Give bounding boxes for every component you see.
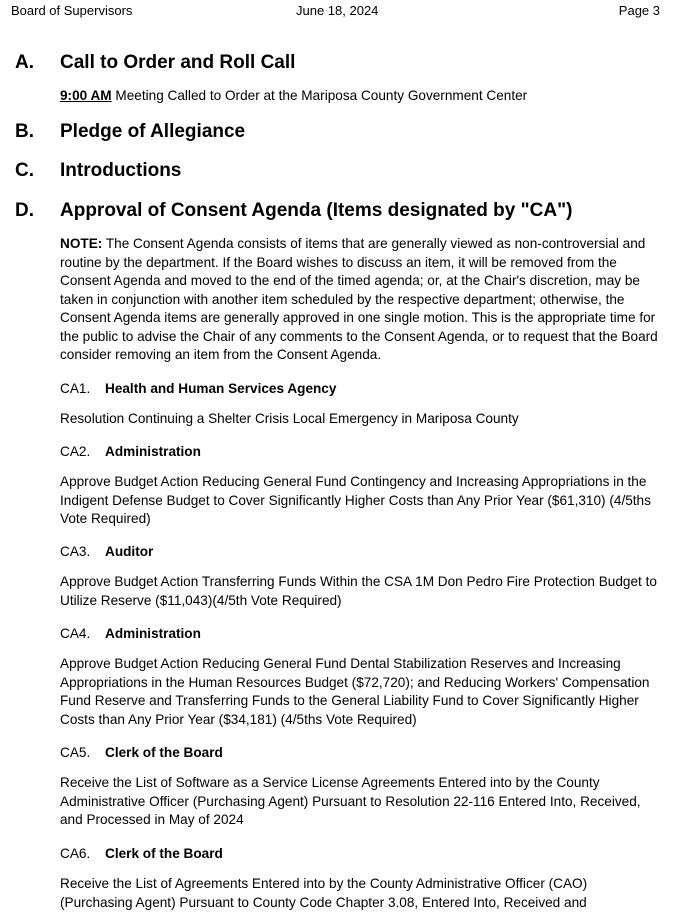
consent-item-number: CA1. xyxy=(60,381,91,396)
section-letter: D. xyxy=(15,200,34,221)
page-header xyxy=(11,2,660,20)
header-page-number: Page 3 xyxy=(618,3,660,18)
section-letter: C. xyxy=(15,160,34,181)
consent-item-heading xyxy=(60,380,336,398)
note-label: NOTE: xyxy=(60,236,103,251)
consent-item-description: Receive the List of Software as a Service License Agreements Entered into by the County Administrative Officer (Purchasing Agent) Pursuant to Resolution 22-116 Entered Into, Received, and Processed in May of 2024 xyxy=(60,775,641,827)
consent-item-description: Approve Budget Action Reducing General Fund Dental Stabilization Reserves and Increasing Appropriations in the Human Resources Budget ($72,720); and Reducing Workers' Compensation Fund Reserve and Transferring Funds to the General Liability Fund to Cover Significantly Higher Costs than Any Prior Year ($34,181) (4/5ths Vote Required) xyxy=(60,656,650,727)
consent-agenda-note xyxy=(60,235,660,365)
meeting-time: 9:00 AM xyxy=(60,88,112,103)
consent-item-heading xyxy=(60,744,223,762)
consent-item-number: CA5. xyxy=(60,745,91,760)
consent-item-description: Approve Budget Action Reducing General Fund Contingency and Increasing Appropriations in the Indigent Defense Budget to Cover Significantly Higher Costs than Any Prior Year ($61,310) (4/5ths Vote Required) xyxy=(60,474,651,526)
consent-item-department: Clerk of the Board xyxy=(105,745,223,760)
consent-item-heading xyxy=(60,543,153,561)
consent-item-department: Administration xyxy=(105,444,201,459)
section-letter: A. xyxy=(15,52,34,73)
consent-item-number: CA3. xyxy=(60,544,91,559)
consent-item-department: Clerk of the Board xyxy=(105,846,223,861)
consent-item-department: Health and Human Services Agency xyxy=(105,381,337,396)
call-to-order-line xyxy=(60,87,660,106)
consent-item-number: CA6. xyxy=(60,846,91,861)
consent-item-heading xyxy=(60,443,201,461)
consent-item-heading xyxy=(60,625,201,643)
section-title: Introductions xyxy=(60,160,182,181)
consent-item-department: Auditor xyxy=(105,544,154,559)
section-title: Pledge of Allegiance xyxy=(60,121,246,142)
consent-item-description: Approve Budget Action Transferring Funds Within the CSA 1M Don Pedro Fire Protection Budget to Utilize Reserve ($11,043)(4/5th Vote Required) xyxy=(60,574,657,608)
note-text: The Consent Agenda consists of items that are generally viewed as non-controversial and routine by the department. If the Board wishes to discuss an item, it will be removed from the Consent Agenda and moved to the end of the timed agenda; or, at the Chair's discretion, may be taken in conjunction with another item scheduled by the respective department; otherwise, the Consent Agenda items are generally approved in one single motion. This is the appropriate time for the public to advise the Chair of any comments to the Consent Agenda, or to request that the Board consider removing an item from the Consent Agenda. xyxy=(60,236,658,362)
call-to-order-text: Meeting Called to Order at the Mariposa County Government Center xyxy=(111,88,528,103)
consent-item-description: Resolution Continuing a Shelter Crisis Local Emergency in Mariposa County xyxy=(60,411,519,426)
header-board-name: Board of Supervisors xyxy=(11,3,133,18)
section-title: Call to Order and Roll Call xyxy=(60,52,296,73)
consent-item-heading xyxy=(60,845,223,863)
consent-item-description: Receive the List of Agreements Entered into by the County Administrative Officer (CAO) (Purchasing Agent) Pursuant to County Code Chapter 3.08, Entered Into, Received and xyxy=(60,876,588,910)
section-title: Approval of Consent Agenda (Items designated by "CA") xyxy=(60,200,573,221)
consent-item-department: Administration xyxy=(105,626,201,641)
header-date: June 18, 2024 xyxy=(296,3,379,18)
consent-item-number: CA4. xyxy=(60,626,91,641)
section-letter: B. xyxy=(15,121,34,142)
consent-item-number: CA2. xyxy=(60,444,91,459)
